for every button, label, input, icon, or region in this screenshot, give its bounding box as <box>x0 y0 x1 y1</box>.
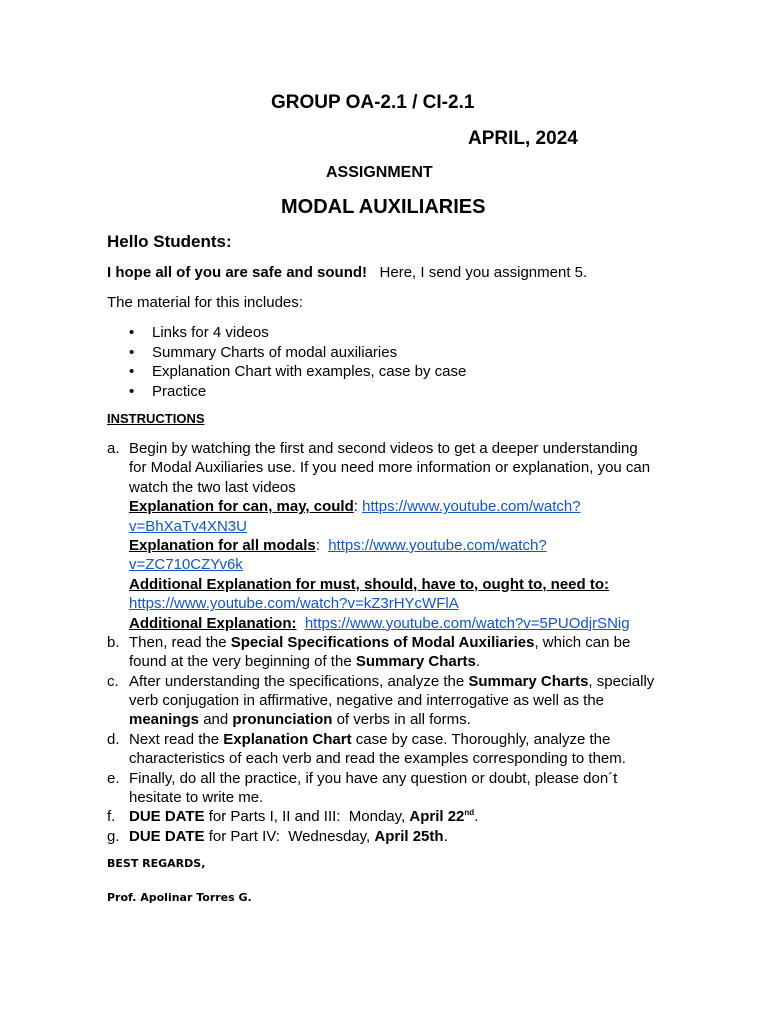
date-heading: APRIL, 2024 <box>468 128 578 149</box>
video-link-can-may-could[interactable]: https://www.youtube.com/watch? <box>362 498 581 516</box>
instruction-text: Begin by watching the first and second videos to get a deeper understanding <box>129 440 638 457</box>
bullet-icon: • <box>129 343 135 361</box>
video-link-can-may-could-continued[interactable]: v=BhXaTv4XN3U <box>129 517 247 535</box>
instruction-b: b. Then, read the Special Specifications of Modal Auxiliaries, which can be found at the very beginning of the Summary Charts. <box>107 633 631 671</box>
instruction-d: d. Next read the Explanation Chart case by case. Thoroughly, analyze the characteristics of each verb and read the examples corresponding to them. <box>107 730 626 768</box>
bullet-icon: • <box>129 324 135 341</box>
instruction-c: c. After understanding the specifications, analyze the Summary Charts, specially verb conjugation in affirmative, negative and interrogative as well as the meanings and pronunciation of verbs in all forms. <box>107 672 655 729</box>
instruction-g: g. DUE DATE for Part IV: Wednesday, April 25th. <box>107 827 448 845</box>
closing: BEST REGARDS, <box>107 857 206 870</box>
list-marker: d. <box>107 730 120 748</box>
list-marker: c. <box>107 672 119 690</box>
list-item: • Links for 4 videos <box>107 323 466 343</box>
list-marker: g. <box>107 827 120 845</box>
instruction-a: a. Begin by watching the first and second videos to get a deeper understanding for Modal Auxiliaries use. If you need more information or explanation, you can watch the two last videos Explanation for can, may, could: https://www.youtube.com/watch? v=BhXaTv4XN3U Explanation for all modals: https://www.youtube.com/watch? v=ZC710CZYv6k Additional Explanation for must, should, have to, ought to, need to: https://www.youtube.com/watch?v=kZ3rHYcWFlA Additional Explanation: https://www.youtube.com/watch?v=5PUOdjrSNig <box>107 439 667 633</box>
list-marker: a. <box>107 440 120 457</box>
assignment-heading: ASSIGNMENT <box>326 164 433 181</box>
intro-rest: Here, I send you assignment 5. <box>367 264 588 281</box>
list-item: • Summary Charts of modal auxiliaries <box>107 343 466 363</box>
intro-paragraph <box>107 264 587 281</box>
list-marker: f. <box>107 808 116 826</box>
list-marker: b. <box>107 633 120 651</box>
instruction-text: watch the two last videos <box>129 478 296 496</box>
instructions-heading: INSTRUCTIONS <box>107 411 205 426</box>
instruction-text: for Modal Auxiliaries use. If you need more information or explanation, you can <box>129 459 651 477</box>
signature: Prof. Apolinar Torres G. <box>107 891 252 904</box>
link-label-additional: Additional Explanation: <box>129 614 297 632</box>
list-item: • Practice <box>107 382 466 402</box>
list-item: • Explanation Chart with examples, case by case <box>107 362 466 382</box>
greeting: Hello Students: <box>107 232 232 251</box>
instruction-f: f. DUE DATE for Parts I, II and III: Monday, April 22nd. <box>107 808 479 826</box>
materials-list <box>107 323 466 401</box>
instruction-e: e. Finally, do all the practice, if you have any question or doubt, please don´t hesitate to write me. <box>107 769 618 807</box>
video-link-all-modals-continued[interactable]: v=ZC710CZYv6k <box>129 556 243 574</box>
document-title: MODAL AUXILIARIES <box>281 196 486 218</box>
list-marker: e. <box>107 769 120 787</box>
bullet-icon: • <box>129 382 135 400</box>
due-date-label: DUE DATE <box>129 827 205 845</box>
video-link-all-modals[interactable]: https://www.youtube.com/watch? <box>328 536 547 554</box>
due-date-label: DUE DATE <box>129 808 205 826</box>
bullet-icon: • <box>129 363 135 380</box>
video-link-must-should[interactable]: https://www.youtube.com/watch?v=kZ3rHYcWFlA <box>129 595 459 613</box>
group-heading: GROUP OA-2.1 / CI-2.1 <box>271 92 475 113</box>
video-link-additional[interactable]: https://www.youtube.com/watch?v=5PUOdjrSNig <box>304 614 630 632</box>
link-label-can-may-could: Explanation for can, may, could <box>129 498 354 516</box>
link-label-must-should: Additional Explanation for must, should, have to, ought to, need to: <box>129 575 609 593</box>
instructions-list <box>107 439 667 846</box>
intro-bold: I hope all of you are safe and sound! <box>107 264 368 281</box>
link-label-all-modals: Explanation for all modals <box>129 536 316 554</box>
material-intro: The material for this includes: <box>107 294 303 311</box>
